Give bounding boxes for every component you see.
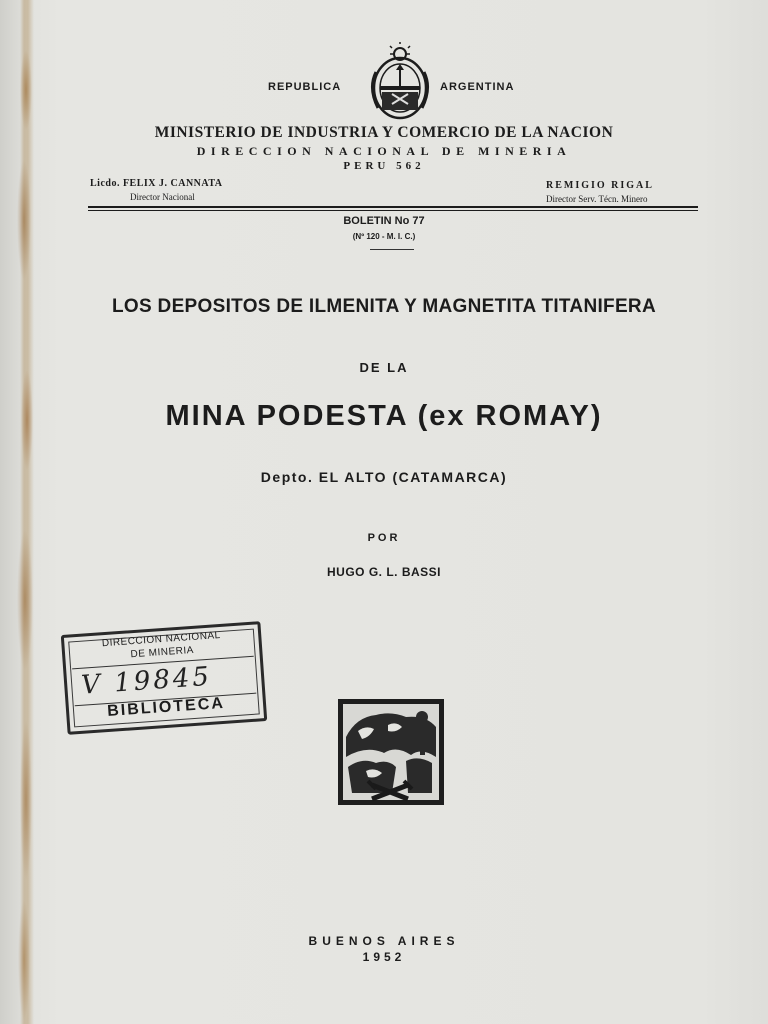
right-official-name: REMIGIO RIGAL bbox=[546, 180, 654, 191]
title-line-2: DE LA bbox=[359, 360, 409, 375]
direction-name: DIRECCION NACIONAL DE MINERIA bbox=[196, 144, 572, 158]
title-line-1: LOS DEPOSITOS DE ILMENITA Y MAGNETITA TITANIFERA bbox=[112, 296, 656, 317]
right-official-role: Director Serv. Técn. Minero bbox=[546, 194, 648, 204]
title-line-4: Depto. EL ALTO (CATAMARCA) bbox=[260, 469, 508, 485]
header-rule-thin bbox=[88, 210, 698, 211]
imprint-year: 1952 bbox=[362, 950, 406, 964]
ministry-name: MINISTERIO DE INDUSTRIA Y COMERCIO DE LA NACION bbox=[154, 124, 614, 141]
country-left: REPUBLICA bbox=[268, 81, 342, 93]
stamp-line-1: DIRECCION NACIONAL bbox=[101, 629, 222, 650]
country-right: ARGENTINA bbox=[440, 81, 515, 93]
bulletin-sub: (Nº 120 - M. I. C.) bbox=[352, 232, 416, 241]
byline-por: POR bbox=[367, 532, 401, 544]
mining-emblem-icon bbox=[336, 697, 446, 807]
imprint-city: BUENOS AIRES bbox=[308, 934, 460, 948]
author-name: HUGO G. L. BASSI bbox=[326, 565, 441, 579]
stamp-line-2: DE MINERIA bbox=[130, 644, 195, 661]
library-stamp bbox=[61, 621, 267, 735]
street-address: PERU 562 bbox=[343, 160, 425, 172]
left-official-role: Director Nacional bbox=[130, 192, 195, 202]
header-rule bbox=[88, 206, 698, 208]
stamp-line-3: BIBLIOTECA bbox=[106, 694, 226, 721]
title-line-3: MINA PODESTA (ex ROMAY) bbox=[165, 400, 603, 432]
left-official-name: Licdo. FELIX J. CANNATA bbox=[90, 178, 223, 189]
bulletin-rule bbox=[370, 249, 414, 250]
stamp-handwritten-number: V 19845 bbox=[80, 661, 213, 701]
national-coat-of-arms-icon bbox=[368, 42, 432, 122]
bulletin-number: BOLETIN No 77 bbox=[343, 215, 425, 227]
